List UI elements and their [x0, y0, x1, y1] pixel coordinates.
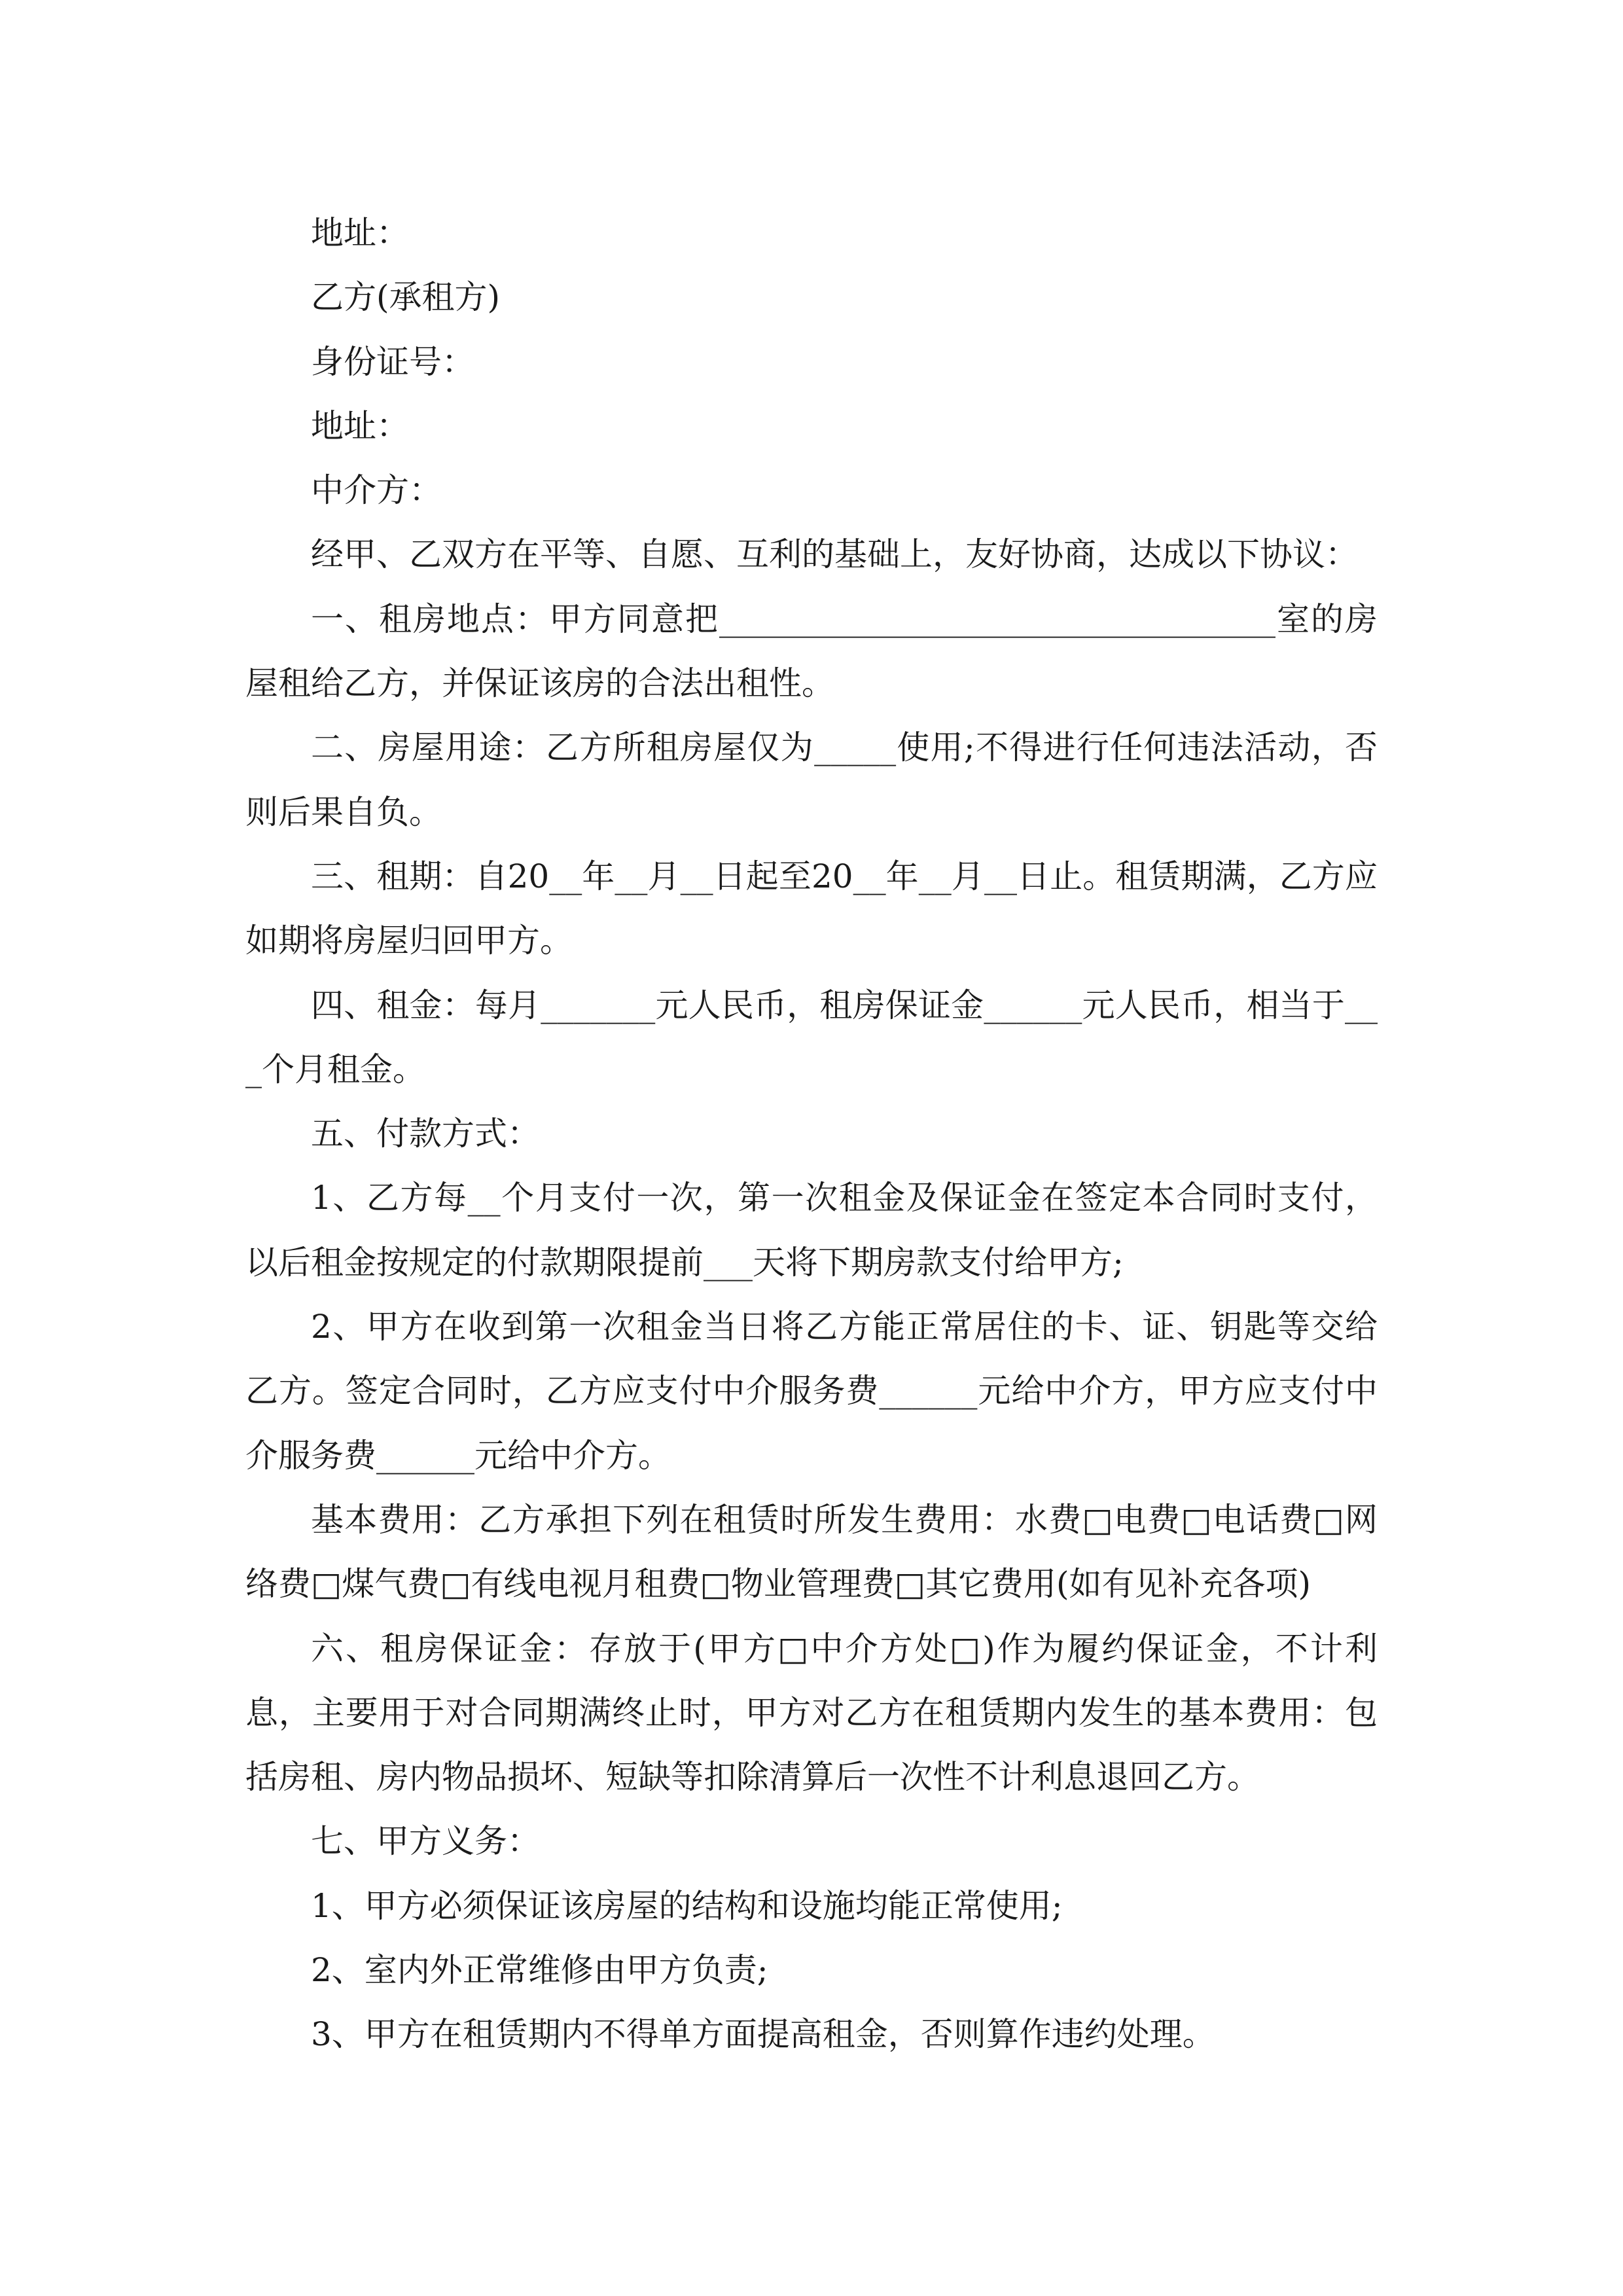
clause-7-item-2: 2、室内外正常维修由甲方负责;: [311, 1951, 768, 1990]
clause-1-location: 一、租房地点：甲方同意把__________________________________室的房屋租给乙方，并保证该房的合法出租性。: [245, 600, 1378, 703]
clause-6-deposit: 六、租房保证金：存放于(甲方□中介方处□)作为履约保证金，不计利息，主要用于对合同期满终止时，甲方对乙方在租赁期内发生的基本费用：包括房租、房内物品损坏、短缺等扣除清算后一次性不计利息退回乙方。: [245, 1629, 1378, 1797]
clause-5-item-2: 2、甲方在收到第一次租金当日将乙方能正常居住的卡、证、钥匙等交给乙方。签定合同时，乙方应支付中介服务费______元给中介方，甲方应支付中介服务费______元给中介方。: [245, 1308, 1378, 1475]
clause-7-item-1: 1、甲方必须保证该房屋的结构和设施均能正常使用;: [311, 1886, 1063, 1925]
clause-7-landlord-duties: 七、甲方义务：: [311, 1822, 540, 1861]
paragraph-party-b: 乙方(承租方): [311, 278, 501, 317]
paragraph-id-number: 身份证号：: [311, 342, 474, 381]
clause-3-term: 三、租期：自20__年__月__日起至20__年__月__日止。租赁期满，乙方应如期将房屋归回甲方。: [245, 857, 1378, 960]
paragraph-address-1: 地址：: [311, 214, 409, 252]
paragraph-agent: 中介方：: [311, 471, 442, 510]
clause-7-item-3: 3、甲方在租赁期内不得单方面提高租金，否则算作违约处理。: [311, 2015, 1215, 2054]
clause-4-rent: 四、租金：每月_______元人民币，租房保证金______元人民币，相当于___个月租金。: [245, 986, 1378, 1088]
clause-5-payment: 五、付款方式：: [311, 1115, 540, 1153]
clause-2-usage: 二、房屋用途：乙方所租房屋仅为_____使用;不得进行任何违法活动，否则后果自负。: [245, 728, 1378, 831]
paragraph-basic-fees: 基本费用：乙方承担下列在租赁时所发生费用：水费□电费□电话费□网络费□煤气费□有线电视月租费□物业管理费□其它费用(如有见补充各项): [245, 1500, 1378, 1604]
document-body: [245, 201, 1378, 2067]
paragraph-address-2: 地址：: [311, 406, 409, 445]
paragraph-preamble: 经甲、乙双方在平等、自愿、互利的基础上，友好协商，达成以下协议：: [311, 535, 1358, 574]
clause-5-item-1: 1、乙方每__个月支付一次，第一次租金及保证金在签定本合同时支付，以后租金按规定的付款期限提前___天将下期房款支付给甲方;: [245, 1179, 1378, 1282]
